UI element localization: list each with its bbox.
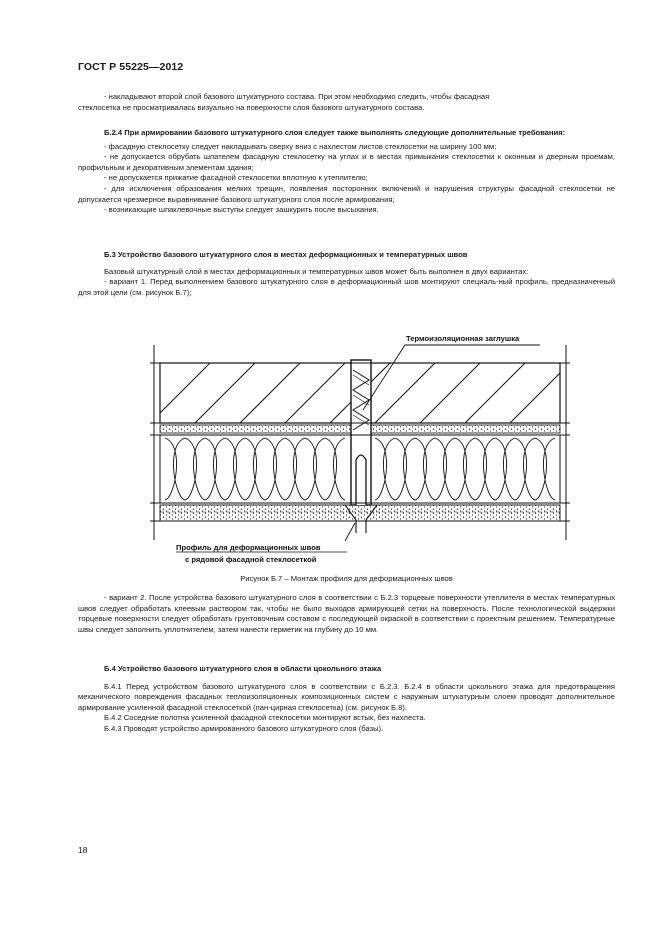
section-title: Б.4 Устройство базового штукатурного слоя в области цокольного этажа: [104, 664, 382, 673]
figure-caption: Рисунок Б.7 – Монтаж профиля для деформационных швов: [240, 574, 453, 583]
page-number: 18: [78, 845, 88, 855]
label-profile-line2: с рядовой фасадной стеклосеткой: [185, 555, 317, 564]
list-item: - возникающие шпаклевочные выступы следует зашкурить после высыхания.: [104, 205, 379, 215]
paragraph: - вариант 1. Перед выполнением базового штукатурного слоя в деформационный шов монтируют специаль-ный профиль, предназначенный для этой цели (см. рисунок Б.7);: [78, 277, 615, 297]
section-b4: [78, 664, 615, 735]
list-item: - не допускается обрубать шпателем фасадную стеклосетку на углах и в местах примыкания стеклосетки к оконным и дверным проемам, профильным и декоративным элементам здания;: [78, 152, 615, 172]
paragraph: Б.4.3 Проводят устройство армированного базового штукатурного слоя (базы).: [104, 723, 384, 733]
plaster-layer: [160, 505, 560, 521]
list-item: - не допускается прижатие фасадной стеклосетки вплотную к утеплителю;: [104, 173, 368, 183]
document-header: ГОСТ Р 55225—2012: [78, 61, 184, 73]
section-title: Б.3 Устройство базового штукатурного слоя в местах деформационных и температурных швов: [104, 250, 468, 259]
section-title: Б.2.4 При армировании базового штукатурного слоя следует также выполнять следующие дополнительные требования:: [104, 128, 566, 137]
paragraph: Базовый штукатурный слой в местах деформационных и температурных швов может быть выполнен в двух вариантах:: [104, 266, 529, 276]
label-profile-line1: Профиль для деформационных швов: [176, 543, 321, 552]
list-item: - для исключения образования мелких трещин, появления посторонних включений и нарушения структуры фасадной стеклосетки не допускается чрезмерное выравнивание базового штукатурного слоя после армирования;: [78, 183, 615, 204]
variant-2-paragraph: [78, 593, 615, 635]
list-item: - фасадную стеклосетку следует накладывать сверху вниз с нахлестом листов стеклосетки на ширину 100 мм;: [104, 141, 497, 151]
text-line: - накладывают второй слой базового штукатурного состава. При этом необходимо следить, чтобы фасадная: [104, 92, 490, 101]
paragraph: - вариант 2. После устройства базового штукатурного слоя в соответствии с Б.2.3 торцевые поверхности утеплителя в местах температурных швов следует обработать клеевым раствором так, чтобы не было выходов армирующей сетки на поверхность. После технологической выдержки торцевые поверхности следует обработать грунтовочным составом с последующей окраской в соответствии с проектным решением. Температурные швы следует заполнить уплотнителем, затем нанести герметик на глубину до 10 мм.: [78, 593, 615, 634]
text-line: стеклосетка не просматривалась визуально на поверхности слоя базового штукатурного состава.: [78, 102, 425, 112]
label-thermal-plug: Термоизоляционная заглушка: [406, 334, 520, 343]
paragraph: Б.4.1 Перед устройством базового штукатурного слоя в соответствии с Б.2.3. Б.2.4 в области цокольного этажа для предотвращения механического повреждения фасадных теплоизоляционных композиционных систем с наружным штукатурным слоем проводят дополнительное армирование усиленной фасадной стеклосеткой (пан-цирная стеклосетка) (см. рисунок Б.8).: [78, 681, 615, 712]
paragraph: Б.4.2 Соседние полотна усиленной фасадной стеклосетки монтируют встык, без нахлеста.: [104, 713, 426, 723]
